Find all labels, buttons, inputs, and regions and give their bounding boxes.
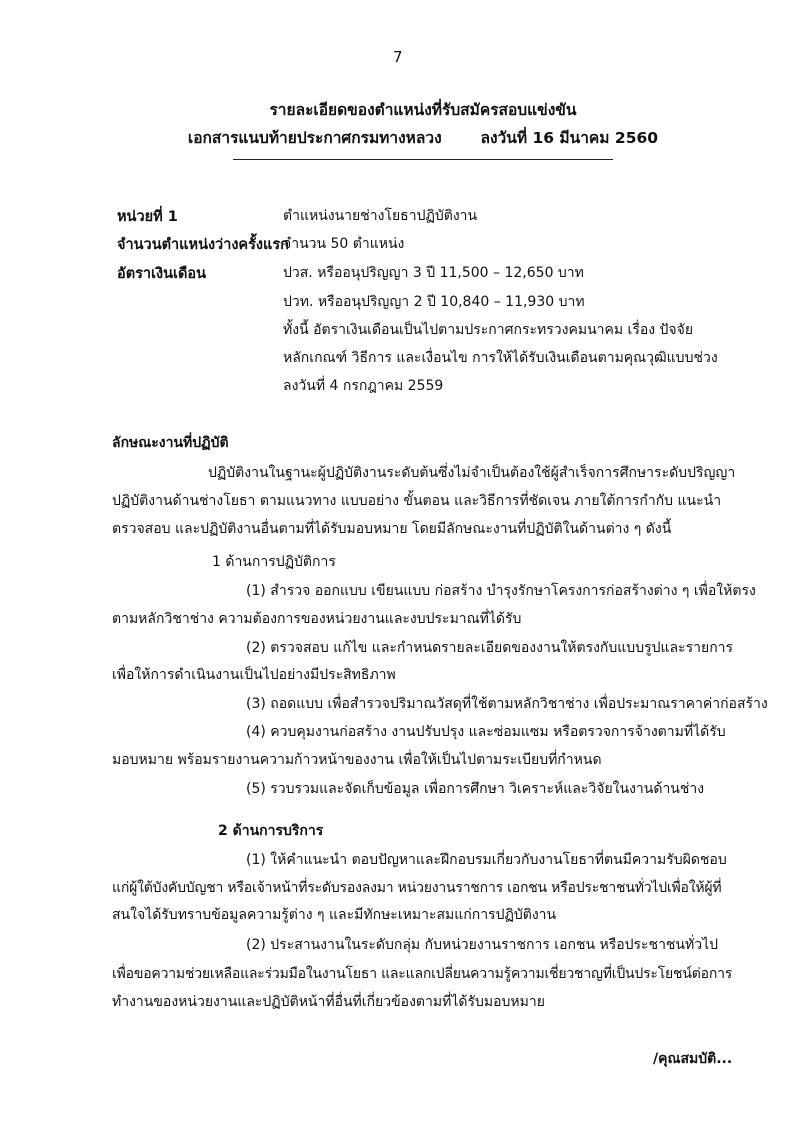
page-number: 7 bbox=[393, 48, 403, 66]
salary-line: ปวส. หรืออนุปริญญา 3 ปี 11,500 – 12,650 บาท bbox=[283, 265, 584, 281]
section-2-title: 2 ด้านการบริการ bbox=[218, 823, 324, 839]
section-1-line: (4) ควบคุมงานก่อสร้าง งานปรับปรุง และซ่อมแซม หรือตรวจการจ้างตามที่ได้รับ bbox=[246, 724, 726, 740]
salary-label: อัตราเงินเดือน bbox=[117, 266, 206, 282]
salary-note: ลงวันที่ 4 กรกฎาคม 2559 bbox=[283, 378, 444, 394]
vacancy-value: จำนวน 50 ตำแหน่ง bbox=[283, 236, 405, 252]
section-2-line: (2) ประสานงานในระดับกลุ่ม กับหน่วยงานราชการ เอกชน หรือประชาชนทั่วไป bbox=[246, 937, 719, 953]
section-2-line: สนใจได้รับทราบข้อมูลความรู้ต่าง ๆ และมีทักษะเหมาะสมแก่การปฏิบัติงาน bbox=[112, 907, 557, 923]
salary-note: ทั้งนี้ อัตราเงินเดือนเป็นไปตามประกาศกระทรวงคมนาคม เรื่อง ปัจจัย bbox=[283, 322, 694, 338]
section-2-line: ทำงานของหน่วยงานและปฏิบัติหน้าที่อื่นที่เกี่ยวข้องตามที่ได้รับมอบหมาย bbox=[112, 994, 545, 1010]
section-1-line: (1) สำรวจ ออกแบบ เขียนแบบ ก่อสร้าง บำรุงรักษาโครงการก่อสร้างต่าง ๆ เพื่อให้ตรง bbox=[246, 583, 756, 599]
duties-intro-line: ปฏิบัติงานในฐานะผู้ปฏิบัติงานระดับต้นซึ่งไม่จำเป็นต้องใช้ผู้สำเร็จการศึกษาระดับปริญญา bbox=[208, 465, 736, 481]
section-1-line: (5) รวบรวมและจัดเก็บข้อมูล เพื่อการศึกษา วิเคราะห์และวิจัยในงานด้านช่าง bbox=[246, 781, 705, 797]
document-title: รายละเอียดของตำแหน่งที่รับสมัครสอบแข่งขัน bbox=[269, 101, 577, 119]
section-1-line: (3) ถอดแบบ เพื่อสำรวจปริมาณวัสดุที่ใช้ตามหลักวิชาช่าง เพื่อประมาณราคาค่าก่อสร้าง bbox=[246, 696, 768, 712]
announcement-date: ลงวันที่ 16 มีนาคม 2560 bbox=[480, 129, 659, 147]
duties-intro-line: ปฏิบัติงานด้านช่างโยธา ตามแนวทาง แบบอย่าง ขั้นตอน และวิธีการที่ชัดเจน ภายใต้การกำกับ แนะนำ bbox=[112, 493, 722, 509]
section-1-title: 1 ด้านการปฏิบัติการ bbox=[212, 554, 336, 570]
document-subtitle bbox=[0, 125, 800, 150]
continued-marker: /คุณสมบัติ... bbox=[653, 1051, 733, 1067]
section-1-line: ตามหลักวิชาช่าง ความต้องการของหน่วยงานและงบประมาณที่ได้รับ bbox=[112, 611, 522, 627]
duties-heading: ลักษณะงานที่ปฏิบัติ bbox=[112, 435, 229, 451]
vacancy-label: จำนวนตำแหน่งว่างครั้งแรก bbox=[117, 237, 289, 253]
section-1-line: มอบหมาย พร้อมรายงานความก้าวหน้าของงาน เพื่อให้เป็นไปตามระเบียบที่กำหนด bbox=[112, 752, 602, 768]
section-2-line: เพื่อขอความช่วยเหลือและร่วมมือในงานโยธา และแลกเปลี่ยนความรู้ความเชี่ยวชาญที่เป็นประโยชน์ต่อการ bbox=[112, 966, 733, 982]
section-2-line: (1) ให้คำแนะนำ ตอบปัญหาและฝึกอบรมเกี่ยวกับงานโยธาที่ตนมีความรับผิดชอบ bbox=[246, 852, 727, 868]
duties-intro-line: ตรวจสอบ และปฏิบัติงานอื่นตามที่ได้รับมอบหมาย โดยมีลักษณะงานที่ปฏิบัติในด้านต่าง ๆ ดังนี้ bbox=[112, 521, 672, 537]
unit-value: ตำแหน่งนายช่างโยธาปฏิบัติงาน bbox=[283, 208, 478, 224]
announcement-reference: เอกสารแนบท้ายประกาศกรมทางหลวง bbox=[187, 129, 442, 147]
section-2-line: แก่ผู้ใต้บังคับบัญชา หรือเจ้าหน้าที่ระดับรองลงมา หน่วยงานราชการ เอกชน หรือประชาชนทั่วไปเพื่อให้ผู้ที่ bbox=[112, 880, 722, 896]
section-1-line: (2) ตรวจสอบ แก้ไข และกำหนดรายละเอียดของงานให้ตรงกับแบบรูปและรายการ bbox=[246, 640, 734, 656]
salary-note: หลักเกณฑ์ วิธีการ และเงื่อนไข การให้ได้รับเงินเดือนตามคุณวุฒิแบบช่วง bbox=[283, 350, 718, 366]
section-1-line: เพื่อให้การดำเนินงานเป็นไปอย่างมีประสิทธิภาพ bbox=[112, 667, 396, 683]
salary-line: ปวท. หรืออนุปริญญา 2 ปี 10,840 – 11,930 บาท bbox=[283, 294, 585, 310]
unit-label: หน่วยที่ 1 bbox=[117, 209, 178, 225]
title-underline bbox=[233, 159, 613, 160]
